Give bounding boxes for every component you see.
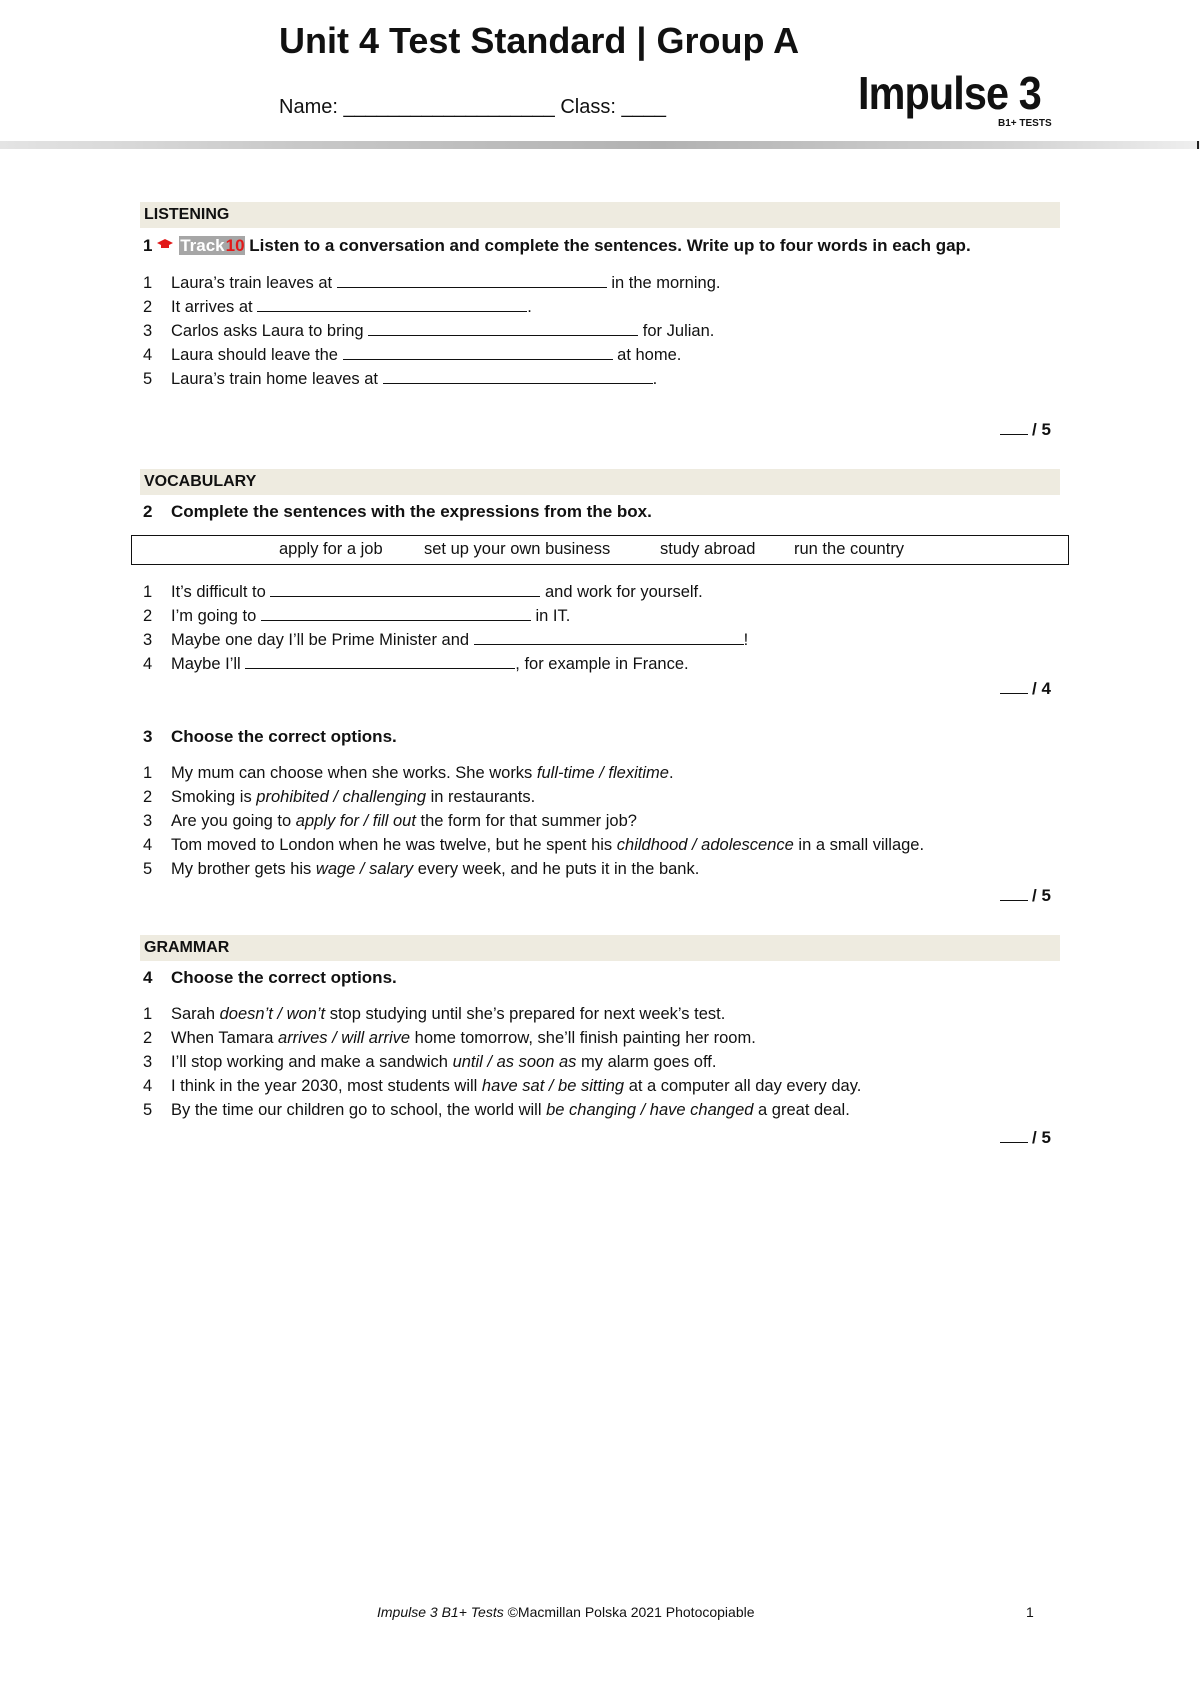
answer-gap[interactable]: [245, 651, 515, 669]
box-word: study abroad: [660, 540, 756, 558]
list-item: 3 Carlos asks Laura to bring for Julian.: [143, 318, 720, 342]
list-item: 5 By the time our children go to school, the world will be changing / have changed a great deal.: [143, 1101, 850, 1119]
task-3-instruction: 3 Choose the correct options.: [143, 727, 397, 746]
page-title: Unit 4 Test Standard | Group A: [279, 20, 800, 61]
list-item: 1 Sarah doesn’t / won’t stop studying until she’s prepared for next week’s test.: [143, 1005, 726, 1023]
answer-gap[interactable]: [343, 342, 613, 360]
list-item: 4 Laura should leave the at home.: [143, 342, 720, 366]
list-item: 5 My brother gets his wage / salary every week, and he puts it in the bank.: [143, 860, 700, 878]
list-item: 5 Laura’s train home leaves at .: [143, 366, 720, 390]
header-divider: [0, 141, 1200, 149]
list-item: 2 Smoking is prohibited / challenging in restaurants.: [143, 788, 536, 806]
word-box: [131, 535, 1069, 565]
logo-subtitle: B1+ TESTS: [998, 118, 1052, 129]
section-heading-listening: LISTENING: [140, 202, 1060, 228]
option-choice[interactable]: full-time / flexitime: [536, 764, 669, 782]
option-choice[interactable]: have sat / be sitting: [481, 1077, 625, 1095]
task-1-instruction: [143, 236, 971, 256]
list-item: 4 Maybe I’ll , for example in France.: [143, 651, 748, 675]
track-number: 10: [225, 236, 245, 255]
option-choice[interactable]: doesn’t / won’t: [219, 1005, 326, 1023]
score-blank[interactable]: [1000, 1126, 1028, 1143]
answer-gap[interactable]: [368, 318, 638, 336]
track-label: Track: [180, 236, 225, 255]
list-item: 3 I’ll stop working and make a sandwich until / as soon as my alarm goes off.: [143, 1053, 717, 1071]
instruction-text: Listen to a conversation and complete the sentences. Write up to four words in each gap.: [249, 236, 971, 255]
option-choice[interactable]: wage / salary: [315, 860, 414, 878]
vocab-task3-items: [143, 761, 924, 881]
list-item: 1 It’s difficult to and work for yourself.: [143, 579, 748, 603]
grammar-task4-items: [143, 1002, 861, 1122]
page-number: 1: [1026, 1604, 1034, 1620]
list-item: 3 Maybe one day I’ll be Prime Minister and !: [143, 627, 748, 651]
score-vocab-task3: / 5: [1000, 884, 1051, 906]
option-choice[interactable]: prohibited / challenging: [256, 788, 427, 806]
divider-tick: [1197, 141, 1199, 149]
box-word: set up your own business: [424, 540, 611, 558]
footer-book-title: Impulse 3 B1+ Tests: [377, 1604, 504, 1620]
list-item: 4 Tom moved to London when he was twelve, but he spent his childhood / adolescence in a small village.: [143, 836, 925, 854]
score-blank[interactable]: [1000, 677, 1028, 694]
score-vocab-task2: / 4: [1000, 677, 1051, 699]
answer-gap[interactable]: [257, 294, 527, 312]
answer-gap[interactable]: [383, 366, 653, 384]
answer-gap[interactable]: [337, 270, 607, 288]
answer-gap[interactable]: [474, 627, 744, 645]
score-listening: / 5: [1000, 418, 1051, 440]
section-heading-grammar: GRAMMAR: [140, 935, 1060, 961]
impulse-logo: Impulse 3: [858, 67, 1041, 119]
vocab-task2-items: [143, 579, 748, 675]
box-word: run the country: [794, 540, 905, 558]
audio-hat-icon: [157, 239, 173, 249]
option-choice[interactable]: apply for / fill out: [295, 812, 416, 830]
task-4-instruction: 4 Choose the correct options.: [143, 968, 397, 987]
score-blank[interactable]: [1000, 884, 1028, 901]
list-item: 1 My mum can choose when she works. She works full-time / flexitime.: [143, 764, 674, 782]
answer-gap[interactable]: [261, 603, 531, 621]
task-2-instruction: 2 Complete the sentences with the expressions from the box.: [143, 502, 652, 521]
answer-gap[interactable]: [270, 579, 540, 597]
task-number: 1: [143, 236, 153, 255]
list-item: 2 When Tamara arrives / will arrive home tomorrow, she’ll finish painting her room.: [143, 1029, 756, 1047]
option-choice[interactable]: arrives / will arrive: [278, 1029, 411, 1047]
box-word: apply for a job: [279, 540, 383, 558]
page-footer: [377, 1604, 755, 1620]
list-item: 2 I’m going to in IT.: [143, 603, 748, 627]
listening-items: [143, 270, 720, 390]
option-choice[interactable]: childhood / adolescence: [616, 836, 794, 854]
list-item: 2 It arrives at .: [143, 294, 720, 318]
section-heading-vocabulary: VOCABULARY: [140, 469, 1060, 495]
option-choice[interactable]: until / as soon as: [452, 1053, 577, 1071]
list-item: 4 I think in the year 2030, most students will have sat / be sitting at a computer all day every day.: [143, 1077, 862, 1095]
score-blank[interactable]: [1000, 418, 1028, 435]
list-item: 1 Laura’s train leaves at in the morning.: [143, 270, 720, 294]
name-class-line: Name: ___________________ Class: ____: [279, 96, 666, 118]
list-item: 3 Are you going to apply for / fill out the form for that summer job?: [143, 812, 637, 830]
footer-copyright: ©Macmillan Polska 2021 Photocopiable: [507, 1604, 755, 1620]
option-choice[interactable]: be changing / have changed: [546, 1101, 754, 1119]
score-grammar-task4: / 5: [1000, 1126, 1051, 1148]
